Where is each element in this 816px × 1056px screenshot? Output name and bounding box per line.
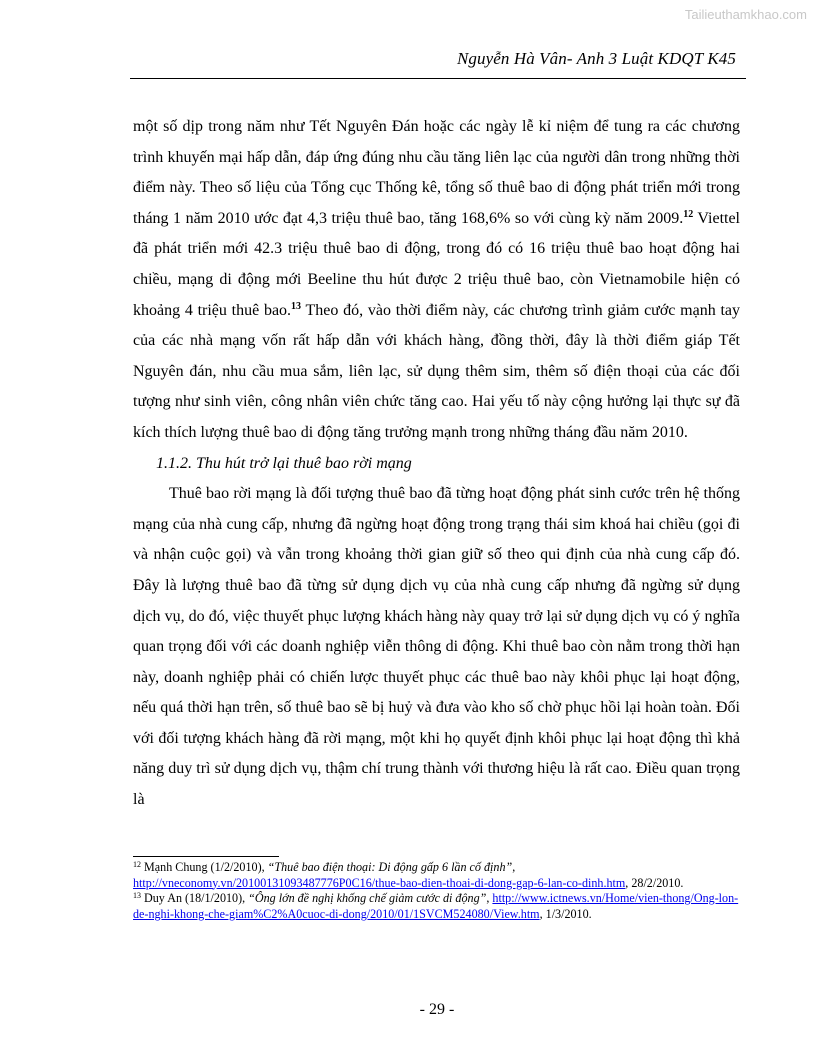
footnote-author-date: Duy An (18/1/2010), bbox=[141, 891, 249, 906]
footnote-number: 12 bbox=[133, 860, 141, 869]
footnote-access-date: , 28/2/2010. bbox=[625, 875, 684, 890]
footnote-access-date: , 1/3/2010. bbox=[539, 906, 592, 921]
paragraph-2: Thuê bao rời mạng là đối tượng thuê bao đã từng hoạt động phát sinh cước trên hệ thống mạng của nhà cung cấp, nhưng đã ngừng hoạt động trong trạng thái sim khoá hai chiều (gọi đi và nhận cuộc gọi) và vẫn trong khoảng thời gian giữ số theo qui định của nhà cung cấp đó. Đây là lượng thuê bao đã từng sử dụng dịch vụ của nhà cung cấp nhưng đã ngừng sử dụng dịch vụ, do đó, việc thuyết phục lượng khách hàng này quay trở lại sử dụng dịch vụ có ý nghĩa quan trọng đối với các doanh nghiệp viễn thông di động. Khi thuê bao còn nằm trong thời hạn này, doanh nghiệp phải có chiến lược thuyết phục các thuê bao này khôi phục lại hoạt động, nếu quá thời hạn trên, số thuê bao sẽ bị huỷ và đưa vào kho số chờ phục hồi lại hoàn toàn. Đối với đối tượng khách hàng đã rời mạng, một khi họ quyết định khôi phục lại hoạt động thì khả năng duy trì sử dụng dịch vụ, thậm chí trung thành với thương hiệu là rất cao. Điều quan trọng là bbox=[133, 485, 740, 809]
footnote-link[interactable]: http://www.ictnews.vn/Home/vien-thong/Ong-lon-de-nghi-khong-che-giam%C2%A0cuoc-di-dong/2010/01/1SVCM524080/View.htm bbox=[133, 891, 739, 921]
watermark: Tailieuthamkhao.com bbox=[684, 7, 807, 22]
footnote-title: “Thuê bao điện thoại: Di động gấp 6 lần cố định” bbox=[267, 860, 513, 874]
section-heading: 1.1.2. Thu hút trở lại thuê bao rời mạng bbox=[156, 454, 412, 472]
paragraph-1-part-1: một số dịp trong năm như Tết Nguyên Đán hoặc các ngày lễ kỉ niệm để tung ra các chương trình khuyến mại hấp dẫn, đáp ứng đúng nhu cầu tăng liên lạc của người dân trong những thời điểm này. Theo số liệu của Tổng cục Thống kê, tổng số thuê bao di động phát triển mới trong tháng 1 năm 2010 ước đạt 4,3 triệu thuê bao, tăng 168,6% so với cùng kỳ năm 2009. bbox=[133, 118, 740, 227]
footnote-13 bbox=[133, 891, 740, 922]
footnote-author-date: Mạnh Chung (1/2/2010), bbox=[141, 860, 268, 874]
paragraph-1-part-2: Viettel đã phát triển mới 42.3 triệu thuê bao di động, trong đó có 16 triệu thuê bao hoạt động hai chiều, mạng di động mới Beeline thu hút được 2 triệu thuê bao, còn Vietnamobile hiện có khoảng 4 triệu thuê bao. bbox=[133, 209, 741, 319]
running-header: Nguyễn Hà Vân- Anh 3 Luật KDQT K45 bbox=[456, 49, 736, 68]
paragraph-1 bbox=[133, 112, 740, 449]
body-text bbox=[133, 112, 740, 816]
footnotes bbox=[133, 860, 740, 922]
footnote-12 bbox=[133, 860, 740, 891]
page-number: - 29 - bbox=[419, 1001, 455, 1018]
footnote-ref-13[interactable]: 13 bbox=[291, 300, 302, 312]
footnote-separator bbox=[133, 856, 279, 857]
footnote-title: “Ông lớn đề nghị khống chế giảm cước di động” bbox=[248, 891, 487, 906]
footnote-link[interactable]: http://vneconomy.vn/20100131093487776P0C16/thue-bao-dien-thoai-di-dong-gap-6-lan-co-dinh.htm bbox=[133, 875, 626, 890]
footnote-separator-text: , bbox=[486, 891, 493, 906]
header-rule bbox=[130, 78, 746, 79]
paragraph-1-part-3: Theo đó, vào thời điểm này, các chương trình giảm cước mạnh tay của các nhà mạng vốn rất hấp dẫn với khách hàng, đồng thời, đây là thời điểm giáp Tết Nguyên đán, nhu cầu mua sắm, liên lạc, sử dụng thêm sim, thêm số điện thoại của các đối tượng như sinh viên, công nhân viên chức tăng cao. Hai yếu tố này cộng hưởng lại thực sự đã kích thích lượng thuê bao di động tăng trưởng mạnh trong những tháng đầu năm 2010. bbox=[133, 301, 740, 441]
footnote-separator-text: , bbox=[512, 860, 516, 874]
footnote-ref-12[interactable]: 12 bbox=[683, 208, 694, 220]
footnote-number: 13 bbox=[133, 891, 141, 901]
